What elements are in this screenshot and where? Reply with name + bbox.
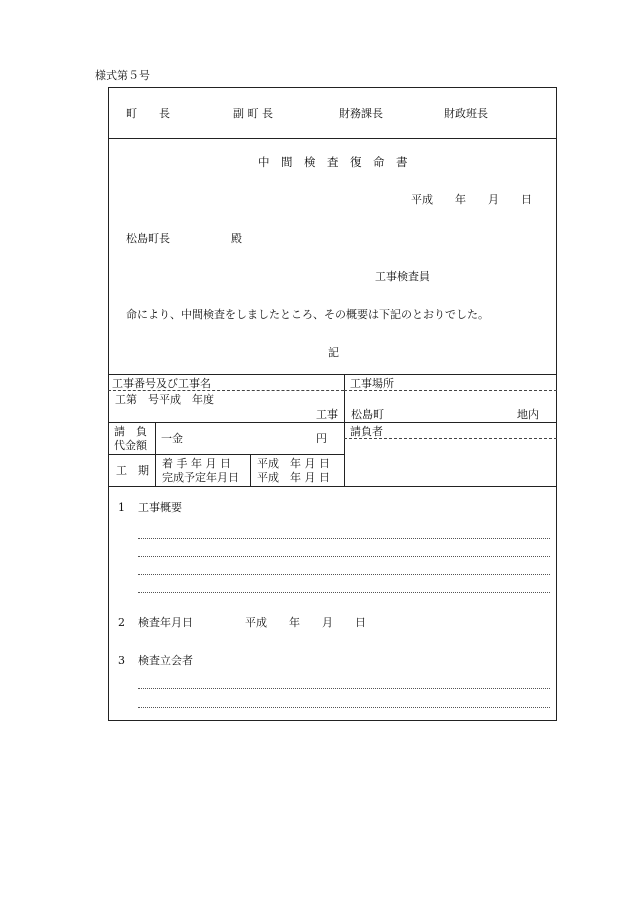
overview-line-2 [138,556,550,557]
work-suffix: 工事 [316,408,338,421]
table-bottom-line [108,486,557,487]
form-number: 様式第５号 [95,69,150,82]
row2-line-right [344,422,557,423]
work-number-header: 工事番号及び工事名 [112,377,211,390]
location-town: 松島町 [351,408,384,421]
approval-cho: 町 長 [126,107,170,120]
report-text: 命により、中間検査をしましたところ、その概要は下記のとおりでした。 [126,308,489,321]
report-date: 平成 年 月 日 [411,193,532,206]
attendees-line-1 [138,688,550,689]
table-top-line [108,374,557,375]
section1-number: 1 [118,501,125,514]
location-header: 工事場所 [350,377,394,390]
ki-mark: 記 [328,346,339,359]
attendees-line-2 [138,707,550,708]
row3-line [108,454,344,455]
honorific: 殿 [231,232,242,245]
row2-line [108,422,344,423]
approval-zaimu-kacho: 財務課長 [339,107,383,120]
contract-amount-label-1: 請 負 [114,425,147,438]
section2-value: 平成 年 月 日 [245,616,366,629]
addressee: 松島町長 [126,232,170,245]
completion-value: 平成 年 月 日 [257,471,330,484]
section2-number: 2 [118,616,125,629]
period-label: 工 期 [116,464,149,477]
amount-unit: 円 [316,432,327,445]
start-label: 着 手 年 月 日 [162,457,231,470]
section3-label: 検査立会者 [138,654,193,667]
contractor-dash [344,438,557,439]
approval-zaisei-hancho: 財政班長 [444,107,488,120]
completion-label: 完成予定年月日 [162,471,239,484]
section2-label: 検査年月日 [138,616,193,629]
inspector-label: 工事検査員 [375,270,430,283]
location-header-dash [344,390,557,391]
contractor-label: 請負者 [350,425,383,438]
section3-number: 3 [118,654,125,667]
approval-divider [108,138,557,139]
work-header-dash [108,390,344,391]
approval-fukucho: 副 町 長 [233,107,273,120]
period-divider [250,454,251,486]
overview-line-4 [138,592,550,593]
amount-prefix: 一金 [161,432,183,445]
overview-line-3 [138,574,550,575]
overview-line-1 [138,538,550,539]
location-suffix: 地内 [517,408,539,421]
page-title: 中 間 検 査 復 命 書 [258,155,408,169]
section1-label: 工事概要 [138,501,182,514]
contract-amount-label-2: 代金額 [114,439,147,452]
start-value: 平成 年 月 日 [257,457,330,470]
work-number-value: 工第 号平成 年度 [115,393,214,406]
